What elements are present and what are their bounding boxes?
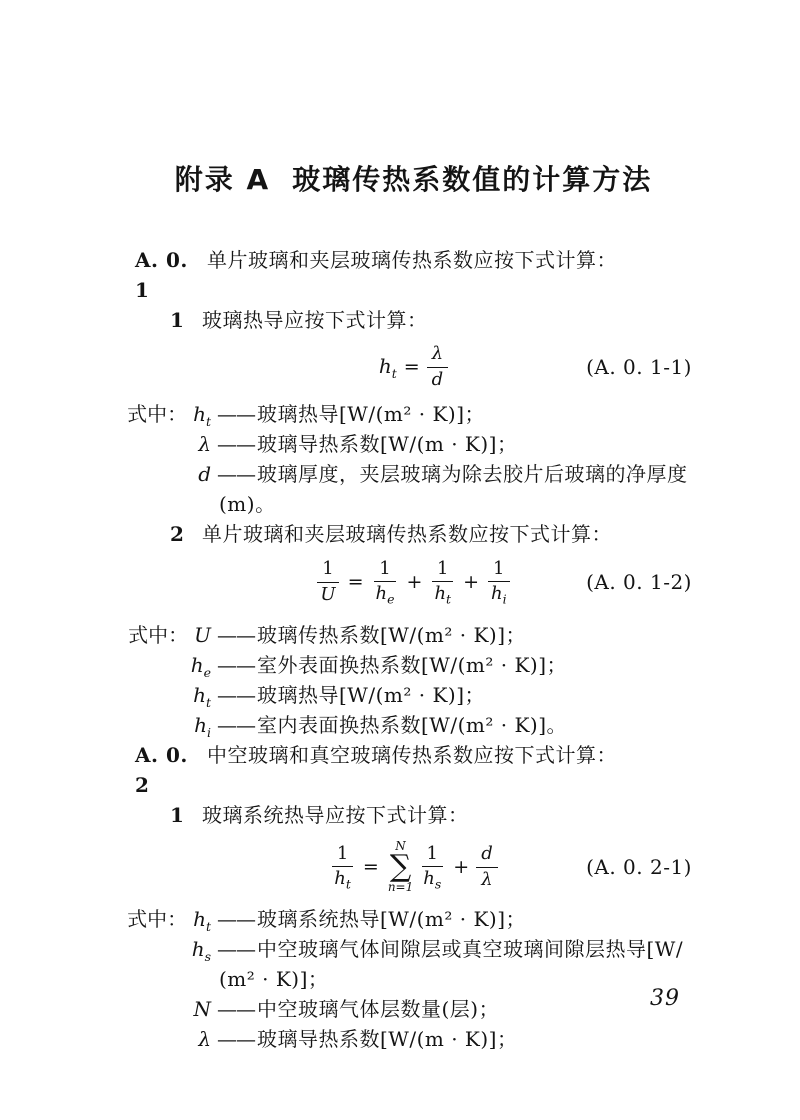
formula-a011-expression: [379, 343, 448, 391]
definition-row: [135, 680, 692, 710]
appendix-title: [135, 160, 692, 200]
definition-row: [135, 1024, 692, 1054]
dash: ——: [217, 462, 255, 486]
dash: ——: [217, 683, 255, 707]
definition-row: [135, 650, 692, 680]
formula-a012-expression: [315, 558, 511, 607]
formula-a021-label: (A. 0. 2-1): [586, 855, 692, 879]
def-description: 玻璃厚度，夹层玻璃为除去胶片后玻璃的净厚度: [257, 462, 688, 486]
def-description-continued: (m)。: [219, 492, 276, 516]
item-number: 1: [170, 803, 185, 827]
clause-a02-text: 中空玻璃和真空玻璃传热系数应按下式计算：: [207, 743, 617, 767]
definition-row: [128, 620, 692, 650]
def-prefix: 式中：: [127, 907, 188, 931]
def-description: 玻璃导热系数[W/(m · K)]；: [257, 1027, 518, 1051]
formula-a012: [135, 549, 692, 615]
symbol-ht: $h_t$: [193, 402, 211, 429]
appendix-title-text: 玻璃传热系数值的计算方法: [292, 163, 653, 196]
dash: ——: [217, 713, 255, 737]
def-prefix: 式中：: [127, 402, 188, 426]
formula-a021: [135, 830, 692, 904]
dash: ——: [217, 402, 255, 426]
symbol-ht: $h_t$: [193, 907, 211, 934]
equals-sign: =: [347, 571, 364, 593]
symbol-U: U: [194, 623, 211, 647]
clause-a02-heading: [135, 740, 692, 800]
def-prefix: 式中：: [128, 623, 189, 647]
definition-row: [127, 904, 692, 934]
clause-a01-item2: [135, 519, 692, 549]
definition-block-1: [127, 399, 692, 519]
clause-a02-number: A. 0. 2: [135, 743, 188, 797]
fraction-1-ht: $\frac{1}{h_t}$: [329, 843, 356, 892]
symbol-N: N: [193, 997, 211, 1021]
symbol-lambda: λ: [198, 432, 211, 456]
formula-a012-label: (A. 0. 1-2): [586, 570, 692, 594]
item-text: 玻璃系统热导应按下式计算：: [202, 803, 469, 827]
clause-a01-text: 单片玻璃和夹层玻璃传热系数应按下式计算：: [207, 248, 617, 272]
sum-upper-limit: N: [395, 838, 406, 853]
def-description: 玻璃传热系数[W/(m² · K)]；: [257, 623, 527, 647]
fraction-1-hi: $\frac{1}{h_i}$: [486, 558, 512, 607]
def-description: 玻璃热导[W/(m² · K)]；: [257, 402, 486, 426]
page-number: 39: [650, 986, 680, 1011]
definition-row: [135, 429, 692, 459]
item-number: 2: [170, 522, 185, 546]
equals-sign: =: [362, 856, 379, 878]
symbol-d: d: [198, 462, 211, 486]
appendix-title-label: 附录 A: [174, 163, 271, 196]
fraction-1-he: $\frac{1}{h_e}$: [375, 557, 395, 607]
definition-row: [135, 934, 692, 964]
definition-block-3: [127, 904, 692, 1054]
fraction-1-ht: $\frac{1}{h_t}$: [429, 558, 456, 607]
symbol-hs: $h_s$: [191, 937, 211, 964]
dash: ——: [217, 653, 255, 677]
symbol-hi: $h_i$: [194, 713, 211, 740]
dash: ——: [217, 432, 255, 456]
formula-a021-expression: [329, 840, 497, 895]
item-text: 单片玻璃和夹层玻璃传热系数应按下式计算：: [202, 522, 612, 546]
symbol-lambda: λ: [198, 1027, 211, 1051]
item-text: 玻璃热导应按下式计算：: [202, 308, 428, 332]
symbol-ht: $h_t$: [378, 353, 397, 381]
plus-sign: +: [453, 856, 470, 878]
symbol-he: $h_e$: [190, 653, 211, 680]
def-description: 中空玻璃气体间隙层或真空玻璃间隙层热导[W/: [257, 937, 684, 961]
definition-row: [135, 994, 692, 1024]
fraction-1-U: $\frac{1}{U}$: [315, 558, 340, 606]
page-content: [127, 160, 692, 1054]
fraction-1-hs: $\frac{1}{h_s}$: [423, 842, 442, 892]
definition-row: [127, 399, 692, 429]
equals-sign: =: [403, 356, 420, 378]
def-description: 室内表面换热系数[W/(m² · K)]。: [257, 713, 568, 737]
symbol-ht: $h_t$: [193, 683, 211, 710]
def-description: 玻璃导热系数[W/(m · K)]；: [257, 432, 518, 456]
definition-row: [135, 459, 692, 489]
formula-a011-label: (A. 0. 1-1): [586, 355, 692, 379]
fraction-d-lambda: $\frac{d}{\lambda}$: [476, 843, 498, 891]
dash: ——: [217, 623, 255, 647]
item-number: 1: [170, 308, 185, 332]
clause-a02-item1: [135, 800, 692, 830]
summation-symbol: [388, 840, 413, 895]
def-description: 室外表面换热系数[W/(m² · K)]；: [257, 653, 568, 677]
sigma-icon: ∑: [389, 848, 412, 884]
sum-lower-limit: n=1: [387, 880, 414, 895]
fraction-lambda-d: [427, 343, 449, 391]
def-description: 玻璃热导[W/(m² · K)]；: [257, 683, 486, 707]
denominator: d: [431, 368, 444, 390]
numerator: λ: [427, 343, 448, 368]
plus-sign: +: [406, 571, 423, 593]
dash: ——: [217, 997, 255, 1021]
clause-a01-item1: [135, 305, 692, 335]
plus-sign: +: [463, 571, 479, 593]
dash: ——: [217, 1027, 255, 1051]
definition-block-2: [128, 620, 692, 740]
clause-a01-heading: [135, 245, 692, 305]
def-description: 中空玻璃气体层数量(层)；: [257, 997, 500, 1021]
formula-a011: [135, 335, 692, 399]
def-description: 玻璃系统热导[W/(m² · K)]；: [257, 907, 527, 931]
dash: ——: [217, 907, 255, 931]
definition-row: [135, 710, 692, 740]
dash: ——: [217, 937, 255, 961]
clause-a01-number: A. 0. 1: [135, 248, 188, 302]
def-description-continued: (m² · K)]；: [219, 967, 329, 991]
